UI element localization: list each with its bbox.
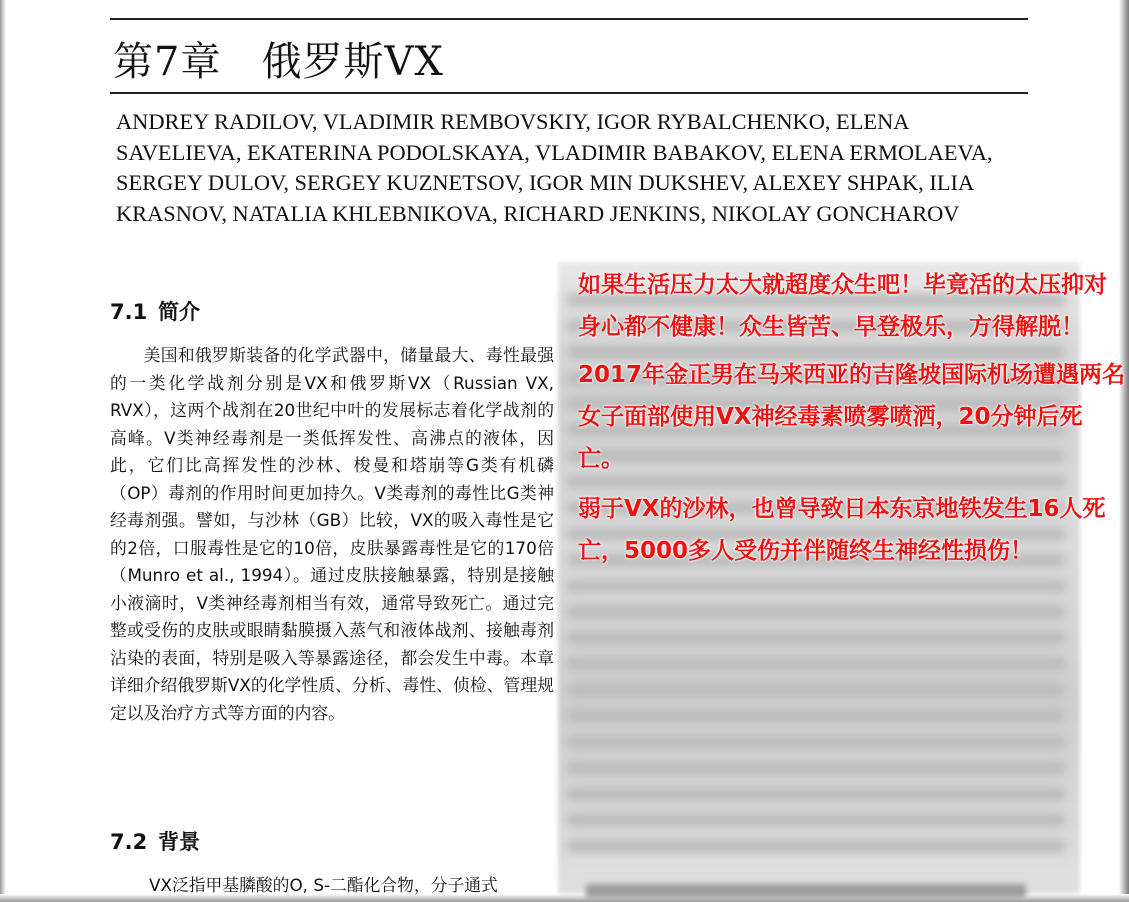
section-number: 7.2 bbox=[110, 830, 148, 854]
red-annotation-overlay bbox=[578, 264, 1126, 572]
chapter-heading bbox=[113, 30, 444, 87]
chapter-number: 第7章 bbox=[113, 39, 222, 85]
annotation-paragraph: 如果生活压力太大就超度众生吧！毕竟活的太压抑对身心都不健康！众生皆苦、早登极乐，方得解脱！ bbox=[578, 272, 1107, 340]
section-title: 简介 bbox=[158, 300, 200, 324]
annotation-paragraph: 2017年金正男在马来西亚的吉隆坡国际机场遭遇两名女子面部使用VX神经毒素喷雾喷洒，20分钟后死亡。 bbox=[578, 362, 1126, 472]
heading-rule bbox=[110, 92, 1028, 94]
section-heading-intro bbox=[110, 296, 200, 326]
background-first-line: VX泛指甲基膦酸的O, S-二酯化合物，分子通式 bbox=[149, 875, 498, 895]
section-title: 背景 bbox=[158, 830, 200, 854]
annotation-paragraph: 弱于VX的沙林，也曾导致日本东京地铁发生16人死亡，5000多人受伤并伴随终生神经性损伤！ bbox=[578, 496, 1106, 564]
blurred-bottom-line bbox=[586, 884, 1026, 898]
section-number: 7.1 bbox=[110, 300, 148, 324]
section-heading-background bbox=[110, 826, 200, 856]
top-rule bbox=[110, 18, 1028, 20]
chapter-title: 俄罗斯VX bbox=[261, 39, 444, 85]
page-left-shadow bbox=[0, 0, 6, 902]
intro-body bbox=[110, 342, 554, 727]
intro-paragraph: 美国和俄罗斯装备的化学武器中，储量最大、毒性最强的一类化学战剂分别是VX和俄罗斯VX（Russian VX, RVX），这两个战剂在20世纪中叶的发展标志着化学战剂的高峰。V类神经毒剂是一类低挥发性、高沸点的液体，因此，它们比高挥发性的沙林、梭曼和塔崩等G类有机磷（OP）毒剂的作用时间更加持久。V类毒剂的毒性比G类神经毒剂强。譬如，与沙林（GB）比较，VX的吸入毒性是它的2倍，口服毒性是它的10倍，皮肤暴露毒性是它的170倍（Munro et al., 1994）。通过皮肤接触暴露，特别是接触小液滴时，V类神经毒剂相当有效，通常导致死亡。通过完整或受伤的皮肤或眼睛黏膜摄入蒸气和液体战剂、接触毒剂沾染的表面，特别是吸入等暴露途径，都会发生中毒。本章详细介绍俄罗斯VX的化学性质、分析、毒性、侦检、管理规定以及治疗方式等方面的内容。 bbox=[110, 345, 554, 723]
author-list: ANDREY RADILOV, VLADIMIR REMBOVSKIY, IGOR RYBALCHENKO, ELENA SAVELIEVA, EKATERINA PODOLSKAYA, VLADIMIR BABAKOV, ELENA ERMOLAEVA, SERGEY DULOV, SERGEY KUZNETSOV, IGOR MIN DUKSHEV, ALEXEY SHPAK, ILIA KRASNOV, NATALIA KHLEBNIKOVA, RICHARD JENKINS, NIKOLAY GONCHAROV bbox=[116, 109, 993, 226]
